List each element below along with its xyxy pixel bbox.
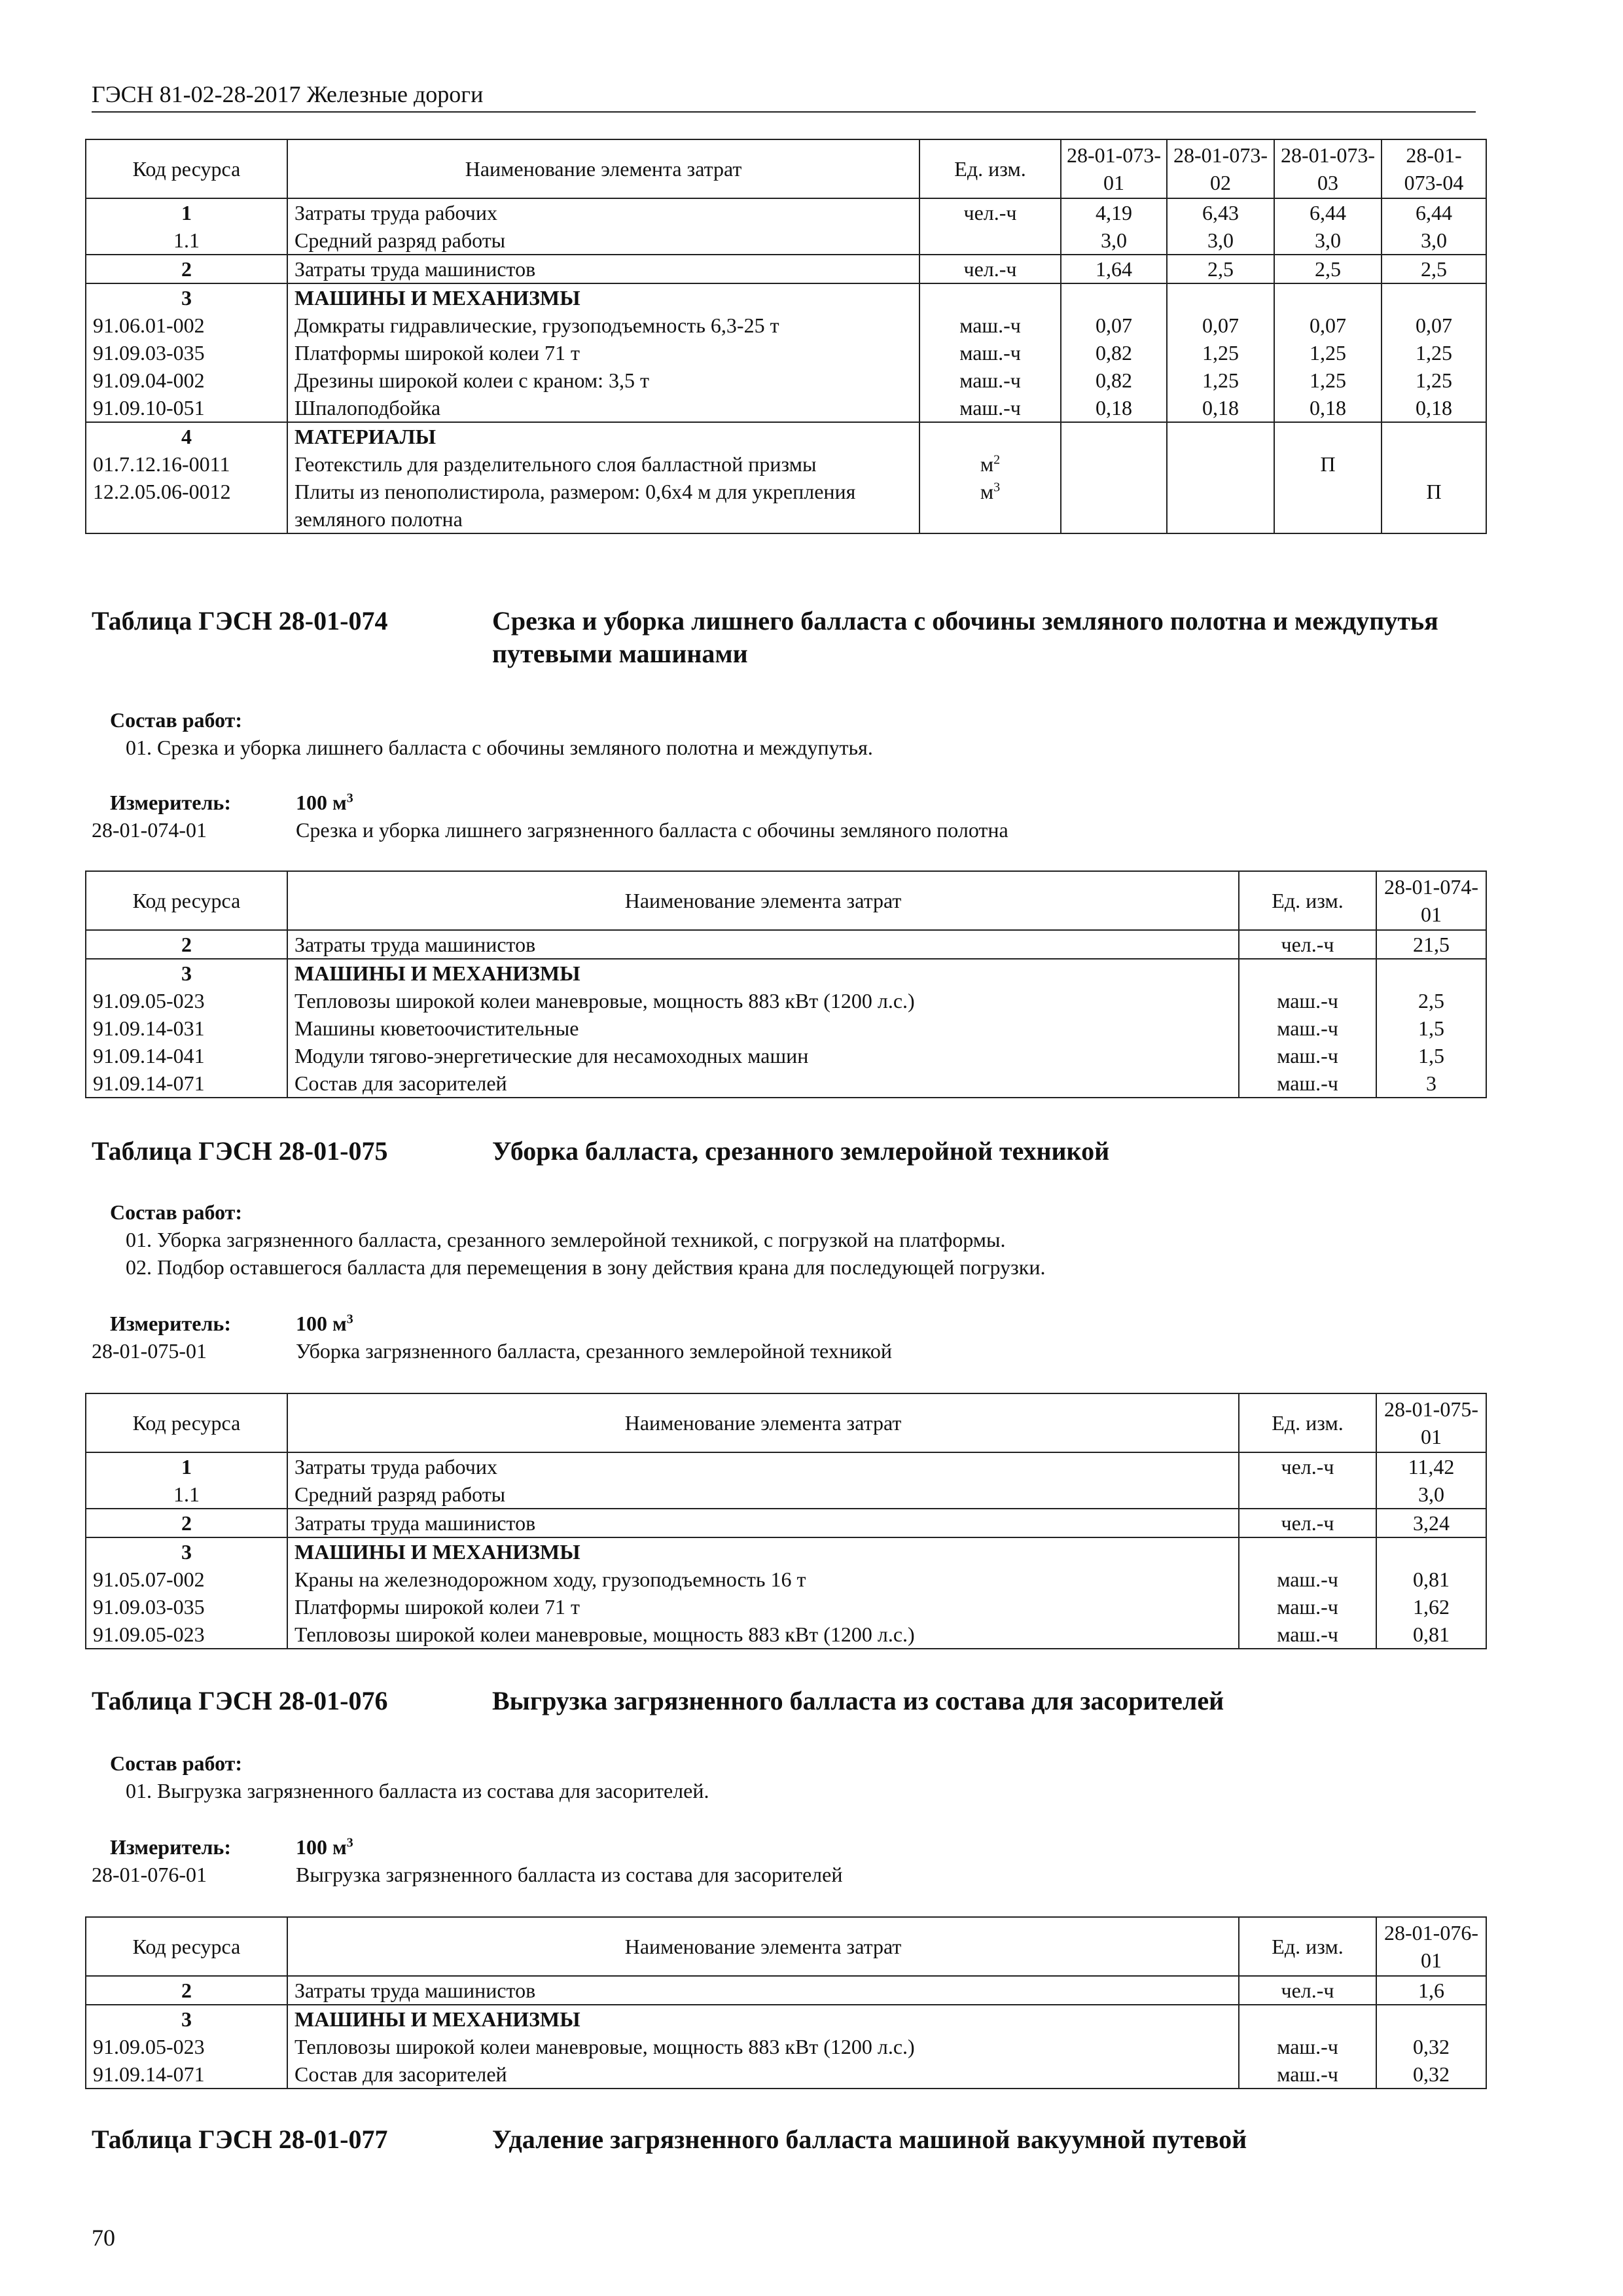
table-row — [86, 2033, 1486, 2060]
value-cell: 2,5 — [1376, 987, 1486, 1014]
resource-code: 01.7.12.16-0011 — [86, 450, 287, 478]
measure-line: Измеритель: 100 $м^3$ — [110, 1312, 353, 1335]
resource-name: Краны на железнодорожном ходу, грузоподъемность 16 т — [287, 1566, 1239, 1593]
table-row — [86, 959, 1486, 987]
value-cell: 2,5 — [1167, 255, 1274, 283]
value-cell: 0,07 — [1274, 312, 1382, 339]
unit-cell — [1239, 959, 1376, 987]
norm-line: 28-01-074-01 Срезка и уборка лишнего загрязненного балласта с обочины земляного полотна — [92, 818, 1008, 842]
value-cell — [1061, 478, 1167, 533]
resource-name: Дрезины широкой колеи с краном: 3,5 т — [287, 367, 919, 394]
header-name: Наименование элемента затрат — [287, 1917, 1239, 1976]
value-cell — [1167, 478, 1274, 533]
header-col-4: 28-01-073-04 — [1382, 139, 1486, 198]
table-header-row — [86, 871, 1486, 930]
table-row — [86, 283, 1486, 312]
header-name: Наименование элемента затрат — [287, 1393, 1239, 1452]
resource-name: Модули тягово-энергетические для несамоходных машин — [287, 1042, 1239, 1069]
value-cell: 6,44 — [1382, 198, 1486, 226]
table-title: Удаление загрязненного балласта машиной вакуумной путевой — [492, 2125, 1247, 2154]
table-074 — [85, 870, 1487, 1098]
work-item: 02. Подбор оставшегося балласта для перемещения в зону действия крана для последующей погрузки. — [126, 1255, 1046, 1279]
work-item: 01. Выгрузка загрязненного балласта из состава для засорителей. — [126, 1779, 709, 1803]
resource-name: МАШИНЫ И МЕХАНИЗМЫ — [287, 283, 919, 312]
resource-name: Геотекстиль для разделительного слоя балластной призмы — [287, 450, 919, 478]
table-row — [86, 1593, 1486, 1621]
table-row — [86, 1452, 1486, 1480]
resource-name: МАШИНЫ И МЕХАНИЗМЫ — [287, 2005, 1239, 2033]
resource-name: Состав для засорителей — [287, 2060, 1239, 2089]
resource-name: Шпалоподбойка — [287, 394, 919, 422]
resource-name: Затраты труда машинистов — [287, 930, 1239, 959]
header-unit: Ед. изм. — [1239, 1917, 1376, 1976]
table-row — [86, 450, 1486, 478]
unit-cell: маш.-ч — [1239, 1593, 1376, 1621]
resource-name: Затраты труда машинистов — [287, 1509, 1239, 1537]
unit-cell: чел.-ч — [1239, 930, 1376, 959]
unit-cell — [1239, 1537, 1376, 1566]
value-cell — [1376, 959, 1486, 987]
resource-code: 91.09.14-041 — [86, 1042, 287, 1069]
resource-code: 3 — [86, 283, 287, 312]
value-cell: 1,25 — [1274, 339, 1382, 367]
value-cell: 0,82 — [1061, 339, 1167, 367]
table-row — [86, 226, 1486, 255]
header-col-1: 28-01-074-01 — [1376, 871, 1486, 930]
resource-name: Затраты труда рабочих — [287, 1452, 1239, 1480]
unit-cell — [919, 422, 1061, 450]
value-cell: 1,25 — [1167, 339, 1274, 367]
value-cell — [1382, 422, 1486, 450]
value-cell: 0,18 — [1382, 394, 1486, 422]
table-row — [86, 1480, 1486, 1509]
table-row — [86, 1509, 1486, 1537]
value-cell: 1,5 — [1376, 1014, 1486, 1042]
value-cell — [1167, 283, 1274, 312]
table-row — [86, 255, 1486, 283]
table-title: Срезка и уборка лишнего балласта с обочины земляного полотна и междупутья путевыми машинами — [492, 606, 1438, 668]
header-code: Код ресурса — [86, 139, 287, 198]
table-row — [86, 1069, 1486, 1098]
header-col-3: 28-01-073-03 — [1274, 139, 1382, 198]
value-cell: 0,07 — [1167, 312, 1274, 339]
works-label: Состав работ: — [110, 708, 243, 732]
unit-cell: маш.-ч — [1239, 1621, 1376, 1649]
unit-cell: маш.-ч — [1239, 987, 1376, 1014]
value-cell: 6,44 — [1274, 198, 1382, 226]
table-row — [86, 2005, 1486, 2033]
table-number: Таблица ГЭСН 28-01-077 — [92, 2125, 388, 2154]
value-cell: П — [1382, 478, 1486, 533]
resource-name: Средний разряд работы — [287, 226, 919, 255]
table-title: Уборка балласта, срезанного землеройной техникой — [492, 1136, 1110, 1166]
header-unit: Ед. изм. — [1239, 1393, 1376, 1452]
resource-name: МАШИНЫ И МЕХАНИЗМЫ — [287, 959, 1239, 987]
unit-cell: маш.-ч — [1239, 2060, 1376, 2089]
table-header-row — [86, 1393, 1486, 1452]
unit-cell: маш.-ч — [1239, 1014, 1376, 1042]
unit-cell: маш.-ч — [919, 339, 1061, 367]
value-cell: 0,07 — [1061, 312, 1167, 339]
resource-code: 3 — [86, 959, 287, 987]
unit-cell: чел.-ч — [1239, 1509, 1376, 1537]
table-row — [86, 2060, 1486, 2089]
page-number: 70 — [92, 2225, 115, 2251]
table-076 — [85, 1916, 1487, 2089]
unit-cell: маш.-ч — [1239, 1042, 1376, 1069]
value-cell: 0,81 — [1376, 1621, 1486, 1649]
header-name: Наименование элемента затрат — [287, 871, 1239, 930]
value-cell: 0,81 — [1376, 1566, 1486, 1593]
resource-code: 3 — [86, 1537, 287, 1566]
value-cell: 3,0 — [1167, 226, 1274, 255]
resource-code: 1 — [86, 1452, 287, 1480]
value-cell: 1,25 — [1274, 367, 1382, 394]
unit-cell: чел.-ч — [1239, 1452, 1376, 1480]
value-cell — [1274, 283, 1382, 312]
table-number: Таблица ГЭСН 28-01-075 — [92, 1136, 388, 1166]
unit-cell: чел.-ч — [919, 255, 1061, 283]
header-unit: Ед. изм. — [1239, 871, 1376, 930]
value-cell: 1,25 — [1382, 367, 1486, 394]
resource-code: 91.09.03-035 — [86, 339, 287, 367]
value-cell: 21,5 — [1376, 930, 1486, 959]
resource-code: 91.09.05-023 — [86, 2033, 287, 2060]
value-cell: 1,64 — [1061, 255, 1167, 283]
header-code: Код ресурса — [86, 871, 287, 930]
resource-name: Затраты труда рабочих — [287, 198, 919, 226]
resource-code: 91.09.04-002 — [86, 367, 287, 394]
table-row — [86, 312, 1486, 339]
unit-cell: маш.-ч — [1239, 2033, 1376, 2060]
value-cell: 2,5 — [1382, 255, 1486, 283]
value-cell: 3,24 — [1376, 1509, 1486, 1537]
resource-name: Машины кюветоочистительные — [287, 1014, 1239, 1042]
measure-line: Измеритель: 100 $м^3$ — [110, 791, 353, 814]
value-cell: 0,32 — [1376, 2060, 1486, 2089]
table-row — [86, 422, 1486, 450]
value-cell: 11,42 — [1376, 1452, 1486, 1480]
value-cell: 1,25 — [1382, 339, 1486, 367]
unit-cell: маш.-ч — [919, 394, 1061, 422]
value-cell — [1167, 450, 1274, 478]
value-cell: 0,82 — [1061, 367, 1167, 394]
table-row — [86, 987, 1486, 1014]
resource-code: 12.2.05.06-0012 — [86, 478, 287, 533]
header-col-1: 28-01-075-01 — [1376, 1393, 1486, 1452]
header-code: Код ресурса — [86, 1917, 287, 1976]
page-header: ГЭСН 81-02-28-2017 Железные дороги — [92, 80, 1476, 113]
works-label: Состав работ: — [110, 1751, 243, 1775]
unit-cell — [919, 226, 1061, 255]
unit-cell — [919, 283, 1061, 312]
table-number: Таблица ГЭСН 28-01-076 — [92, 1686, 388, 1715]
table-075 — [85, 1393, 1487, 1649]
resource-name: Платформы широкой колеи 71 т — [287, 1593, 1239, 1621]
table-row — [86, 1014, 1486, 1042]
resource-code: 91.09.05-023 — [86, 1621, 287, 1649]
resource-name: Тепловозы широкой колеи маневровые, мощность 883 кВт (1200 л.с.) — [287, 2033, 1239, 2060]
resource-code: 91.05.07-002 — [86, 1566, 287, 1593]
value-cell — [1274, 478, 1382, 533]
resource-code: 1.1 — [86, 1480, 287, 1509]
value-cell: 2,5 — [1274, 255, 1382, 283]
value-cell: 0,18 — [1167, 394, 1274, 422]
resource-name: Тепловозы широкой колеи маневровые, мощность 883 кВт (1200 л.с.) — [287, 987, 1239, 1014]
header-unit: Ед. изм. — [919, 139, 1061, 198]
table-number: Таблица ГЭСН 28-01-074 — [92, 606, 388, 636]
value-cell: 0,18 — [1274, 394, 1382, 422]
value-cell — [1061, 283, 1167, 312]
value-cell: 1,6 — [1376, 1976, 1486, 2005]
table-row — [86, 1566, 1486, 1593]
value-cell: 1,25 — [1167, 367, 1274, 394]
table-row — [86, 1537, 1486, 1566]
value-cell: 3 — [1376, 1069, 1486, 1098]
resource-code: 91.09.05-023 — [86, 987, 287, 1014]
norm-line: 28-01-076-01 Выгрузка загрязненного балласта из состава для засорителей — [92, 1863, 843, 1886]
resource-code: 2 — [86, 1976, 287, 2005]
unit-cell: маш.-ч — [1239, 1069, 1376, 1098]
value-cell — [1382, 450, 1486, 478]
value-cell: 3,0 — [1382, 226, 1486, 255]
value-cell — [1274, 422, 1382, 450]
table-row — [86, 394, 1486, 422]
works-label: Состав работ: — [110, 1200, 243, 1224]
value-cell: 6,43 — [1167, 198, 1274, 226]
value-cell — [1167, 422, 1274, 450]
value-cell: 3,0 — [1376, 1480, 1486, 1509]
value-cell: 3,0 — [1061, 226, 1167, 255]
table-row — [86, 930, 1486, 959]
resource-name: Домкраты гидравлические, грузоподъемность 6,3-25 т — [287, 312, 919, 339]
resource-name: Тепловозы широкой колеи маневровые, мощность 883 кВт (1200 л.с.) — [287, 1621, 1239, 1649]
value-cell: 0,07 — [1382, 312, 1486, 339]
table-title: Выгрузка загрязненного балласта из состава для засорителей — [492, 1686, 1224, 1715]
resource-name: Состав для засорителей — [287, 1069, 1239, 1098]
value-cell: 1,5 — [1376, 1042, 1486, 1069]
unit-cell: маш.-ч — [919, 312, 1061, 339]
unit-cell: чел.-ч — [1239, 1976, 1376, 2005]
resource-code: 91.09.14-031 — [86, 1014, 287, 1042]
resource-code: 4 — [86, 422, 287, 450]
header-col-1: 28-01-076-01 — [1376, 1917, 1486, 1976]
unit-cell: чел.-ч — [919, 198, 1061, 226]
resource-code: 91.06.01-002 — [86, 312, 287, 339]
resource-name: Затраты труда машинистов — [287, 1976, 1239, 2005]
table-row — [86, 367, 1486, 394]
unit-cell: $м^2$ — [919, 450, 1061, 478]
resource-code: 3 — [86, 2005, 287, 2033]
value-cell: 3,0 — [1274, 226, 1382, 255]
table-row — [86, 1976, 1486, 2005]
unit-cell: маш.-ч — [1239, 1566, 1376, 1593]
resource-code: 91.09.03-035 — [86, 1593, 287, 1621]
work-item: 01. Срезка и уборка лишнего балласта с обочины земляного полотна и междупутья. — [126, 736, 873, 759]
resource-code: 91.09.10-051 — [86, 394, 287, 422]
resource-code: 2 — [86, 1509, 287, 1537]
resource-name: МАШИНЫ И МЕХАНИЗМЫ — [287, 1537, 1239, 1566]
resource-name: Платформы широкой колеи 71 т — [287, 339, 919, 367]
value-cell — [1376, 1537, 1486, 1566]
resource-code: 2 — [86, 930, 287, 959]
resource-code: 91.09.14-071 — [86, 1069, 287, 1098]
table-row — [86, 1621, 1486, 1649]
norm-line: 28-01-075-01 Уборка загрязненного балласта, срезанного землеройной техникой — [92, 1339, 893, 1363]
value-cell: П — [1274, 450, 1382, 478]
value-cell — [1382, 283, 1486, 312]
resource-code: 1.1 — [86, 226, 287, 255]
table-073 — [85, 139, 1487, 534]
resource-code: 1 — [86, 198, 287, 226]
resource-name: МАТЕРИАЛЫ — [287, 422, 919, 450]
measure-line: Измеритель: 100 $м^3$ — [110, 1835, 353, 1859]
table-header-row — [86, 1917, 1486, 1976]
resource-name: Затраты труда машинистов — [287, 255, 919, 283]
work-item: 01. Уборка загрязненного балласта, срезанного землеройной техникой, с погрузкой на платформы. — [126, 1228, 1006, 1251]
unit-cell: маш.-ч — [919, 367, 1061, 394]
value-cell — [1376, 2005, 1486, 2033]
table-header-row — [86, 139, 1486, 198]
unit-cell — [1239, 1480, 1376, 1509]
table-row — [86, 339, 1486, 367]
value-cell: 4,19 — [1061, 198, 1167, 226]
table-row — [86, 198, 1486, 226]
header-name: Наименование элемента затрат — [287, 139, 919, 198]
unit-cell — [1239, 2005, 1376, 2033]
value-cell — [1061, 450, 1167, 478]
value-cell: 0,18 — [1061, 394, 1167, 422]
unit-cell: $м^3$ — [919, 478, 1061, 533]
table-row — [86, 478, 1486, 533]
resource-code: 2 — [86, 255, 287, 283]
header-col-1: 28-01-073-01 — [1061, 139, 1167, 198]
table-row — [86, 1042, 1486, 1069]
resource-name: Средний разряд работы — [287, 1480, 1239, 1509]
resource-code: 91.09.14-071 — [86, 2060, 287, 2089]
value-cell: 1,62 — [1376, 1593, 1486, 1621]
value-cell — [1061, 422, 1167, 450]
resource-name: Плиты из пенополистирола, размером: 0,6х4 м для укрепления земляного полотна — [287, 478, 919, 533]
value-cell: 0,32 — [1376, 2033, 1486, 2060]
header-col-2: 28-01-073-02 — [1167, 139, 1274, 198]
header-code: Код ресурса — [86, 1393, 287, 1452]
